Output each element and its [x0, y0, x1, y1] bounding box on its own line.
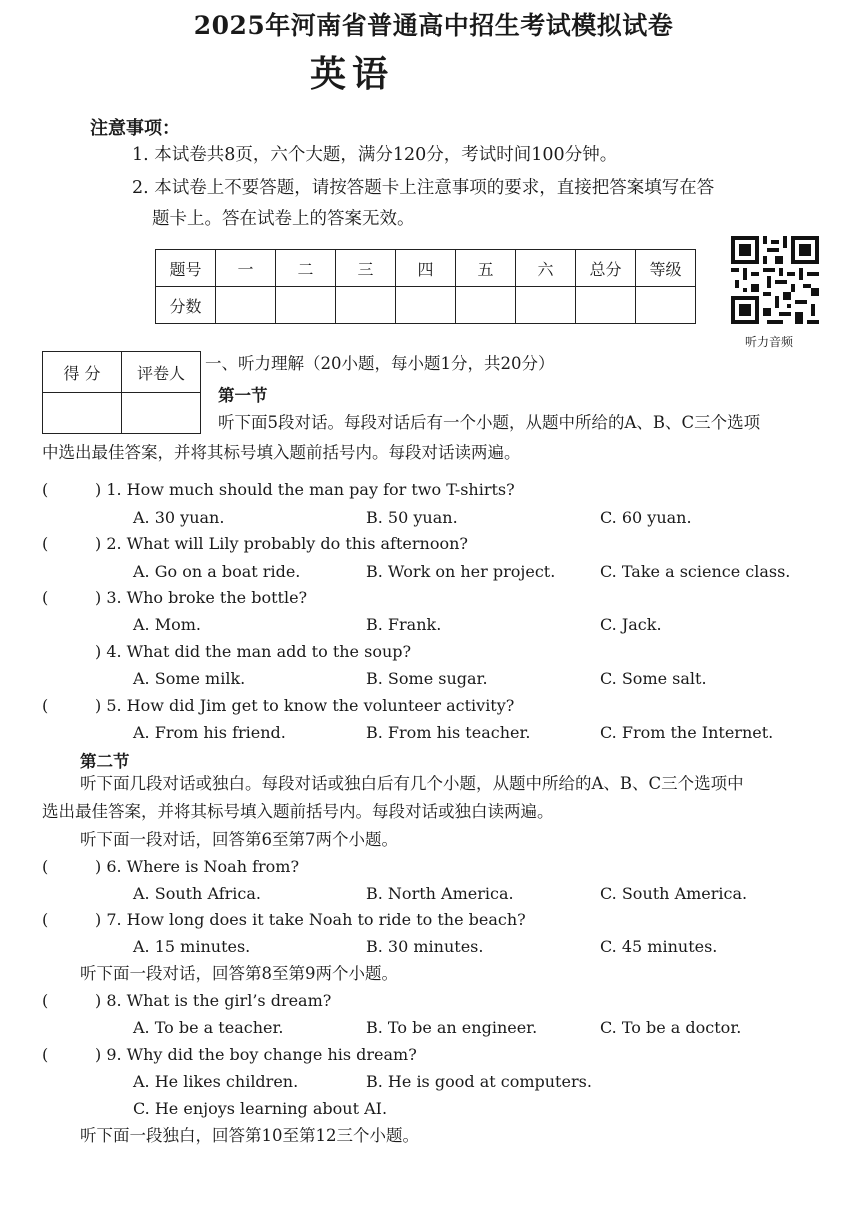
answer-bracket[interactable]: ( [42, 534, 49, 553]
question-3-option-c: C. Jack. [600, 615, 662, 634]
score-cell-label: 题号 [156, 250, 216, 287]
qr-label: 听力音频 [745, 335, 794, 349]
prompt-questions-8-9: 听下面一段对话，回答第8至第9两个小题。 [80, 964, 398, 983]
question-6-option-b: B. North America. [366, 884, 514, 903]
question-7-text: ) 7. How long does it take Noah to ride to the beach? [95, 910, 526, 929]
question-2-option-c: C. Take a science class. [600, 562, 791, 581]
question-1-text: ) 1. How much should the man pay for two T-shirts? [95, 480, 515, 499]
question-1-option-a: A. 30 yuan. [133, 508, 225, 527]
section1-heading: 第一节 [218, 386, 268, 405]
question-4-option-b: B. Some sugar. [366, 669, 488, 688]
question-9-option-a: A. He likes children. [133, 1072, 299, 1091]
section1-instruction-line-1: 听下面5段对话。每段对话后有一个小题，从题中所给的A、B、C三个选项 [218, 413, 761, 432]
section2-instruction-line-2: 选出最佳答案，并将其标号填入题前括号内。每段对话或独白读两遍。 [42, 802, 554, 821]
score-input-cell[interactable] [216, 287, 276, 324]
question-2-option-b: B. Work on her project. [366, 562, 556, 581]
question-7-option-c: C. 45 minutes. [600, 937, 718, 956]
score-input-cell[interactable] [276, 287, 336, 324]
score-cell-grade: 等级 [636, 250, 696, 287]
question-4-option-a: A. Some milk. [133, 669, 246, 688]
question-7-option-b: B. 30 minutes. [366, 937, 484, 956]
question-9-option-b: B. He is good at computers. [366, 1072, 592, 1091]
score-cell-4: 四 [396, 250, 456, 287]
answer-bracket[interactable]: ( [42, 588, 49, 607]
score-row-label: 分数 [156, 287, 216, 324]
score-input-cell[interactable] [576, 287, 636, 324]
answer-bracket[interactable]: ( [42, 696, 49, 715]
notice-heading: 注意事项： [90, 118, 180, 139]
answer-bracket[interactable]: ( [42, 857, 49, 876]
prompt-questions-10-12: 听下面一段独白，回答第10至第12三个小题。 [80, 1126, 419, 1145]
question-9-option-c: C. He enjoys learning about AI. [133, 1099, 388, 1118]
qr-code-icon [731, 235, 819, 325]
grader-score-cell[interactable] [43, 393, 122, 434]
answer-bracket[interactable]: ( [42, 991, 49, 1010]
score-input-cell[interactable] [396, 287, 456, 324]
score-cell-5: 五 [456, 250, 516, 287]
question-6-option-a: A. South Africa. [133, 884, 261, 903]
subject-title: 英语 [310, 53, 395, 95]
notice-item-2-line-2: 题卡上。答在试卷上的答案无效。 [152, 209, 415, 229]
question-4-text: ) 4. What did the man add to the soup? [95, 642, 412, 661]
grader-score-header: 得 分 [43, 352, 122, 393]
question-9-text: ) 9. Why did the boy change his dream? [95, 1045, 417, 1064]
score-cell-total: 总分 [576, 250, 636, 287]
question-2-option-a: A. Go on a boat ride. [133, 562, 301, 581]
question-1-option-b: B. 50 yuan. [366, 508, 458, 527]
score-input-cell[interactable] [336, 287, 396, 324]
question-8-option-c: C. To be a doctor. [600, 1018, 742, 1037]
score-cell-2: 二 [276, 250, 336, 287]
question-2-text: ) 2. What will Lily probably do this afternoon? [95, 534, 468, 553]
exam-title: 2025年河南省普通高中招生考试模拟试卷 [193, 11, 674, 40]
score-input-cell[interactable] [456, 287, 516, 324]
notice-item-2-line-1: 2. 本试卷上不要答题，请按答题卡上注意事项的要求，直接把答案填写在答 [132, 178, 715, 198]
question-7-option-a: A. 15 minutes. [133, 937, 251, 956]
question-5-option-a: A. From his friend. [133, 723, 286, 742]
score-table-value-row [156, 287, 696, 324]
score-input-cell[interactable] [636, 287, 696, 324]
question-5-text: ) 5. How did Jim get to know the volunteer activity? [95, 696, 515, 715]
grader-name-cell[interactable] [122, 393, 201, 434]
question-8-option-a: A. To be a teacher. [133, 1018, 284, 1037]
question-5-option-c: C. From the Internet. [600, 723, 774, 742]
notice-item-1: 1. 本试卷共8页，六个大题，满分120分，考试时间100分钟。 [132, 145, 618, 165]
question-6-text: ) 6. Where is Noah from? [95, 857, 300, 876]
section1-instruction-line-2: 中选出最佳答案，并将其标号填入题前括号内。每段对话读两遍。 [42, 443, 521, 462]
grader-table [42, 351, 201, 434]
answer-bracket[interactable]: ( [42, 480, 49, 499]
grader-name-header: 评卷人 [122, 352, 201, 393]
score-cell-6: 六 [516, 250, 576, 287]
answer-bracket[interactable]: ( [42, 1045, 49, 1064]
question-6-option-c: C. South America. [600, 884, 748, 903]
section2-heading: 第二节 [80, 752, 130, 771]
prompt-questions-6-7: 听下面一段对话，回答第6至第7两个小题。 [80, 830, 398, 849]
section2-instruction-line-1: 听下面几段对话或独白。每段对话或独白后有几个小题，从题中所给的A、B、C三个选项中 [80, 774, 744, 793]
question-5-option-b: B. From his teacher. [366, 723, 531, 742]
answer-bracket[interactable]: ( [42, 910, 49, 929]
score-cell-1: 一 [216, 250, 276, 287]
score-input-cell[interactable] [516, 287, 576, 324]
question-4-option-c: C. Some salt. [600, 669, 707, 688]
score-table-header-row [156, 250, 696, 287]
question-8-text: ) 8. What is the girl’s dream? [95, 991, 332, 1010]
question-3-text: ) 3. Who broke the bottle? [95, 588, 308, 607]
question-1-option-c: C. 60 yuan. [600, 508, 692, 527]
score-table [155, 249, 696, 324]
part1-title: 一、听力理解（20小题，每小题1分，共20分） [205, 354, 555, 373]
question-3-option-a: A. Mom. [133, 615, 201, 634]
question-8-option-b: B. To be an engineer. [366, 1018, 538, 1037]
score-cell-3: 三 [336, 250, 396, 287]
question-3-option-b: B. Frank. [366, 615, 442, 634]
